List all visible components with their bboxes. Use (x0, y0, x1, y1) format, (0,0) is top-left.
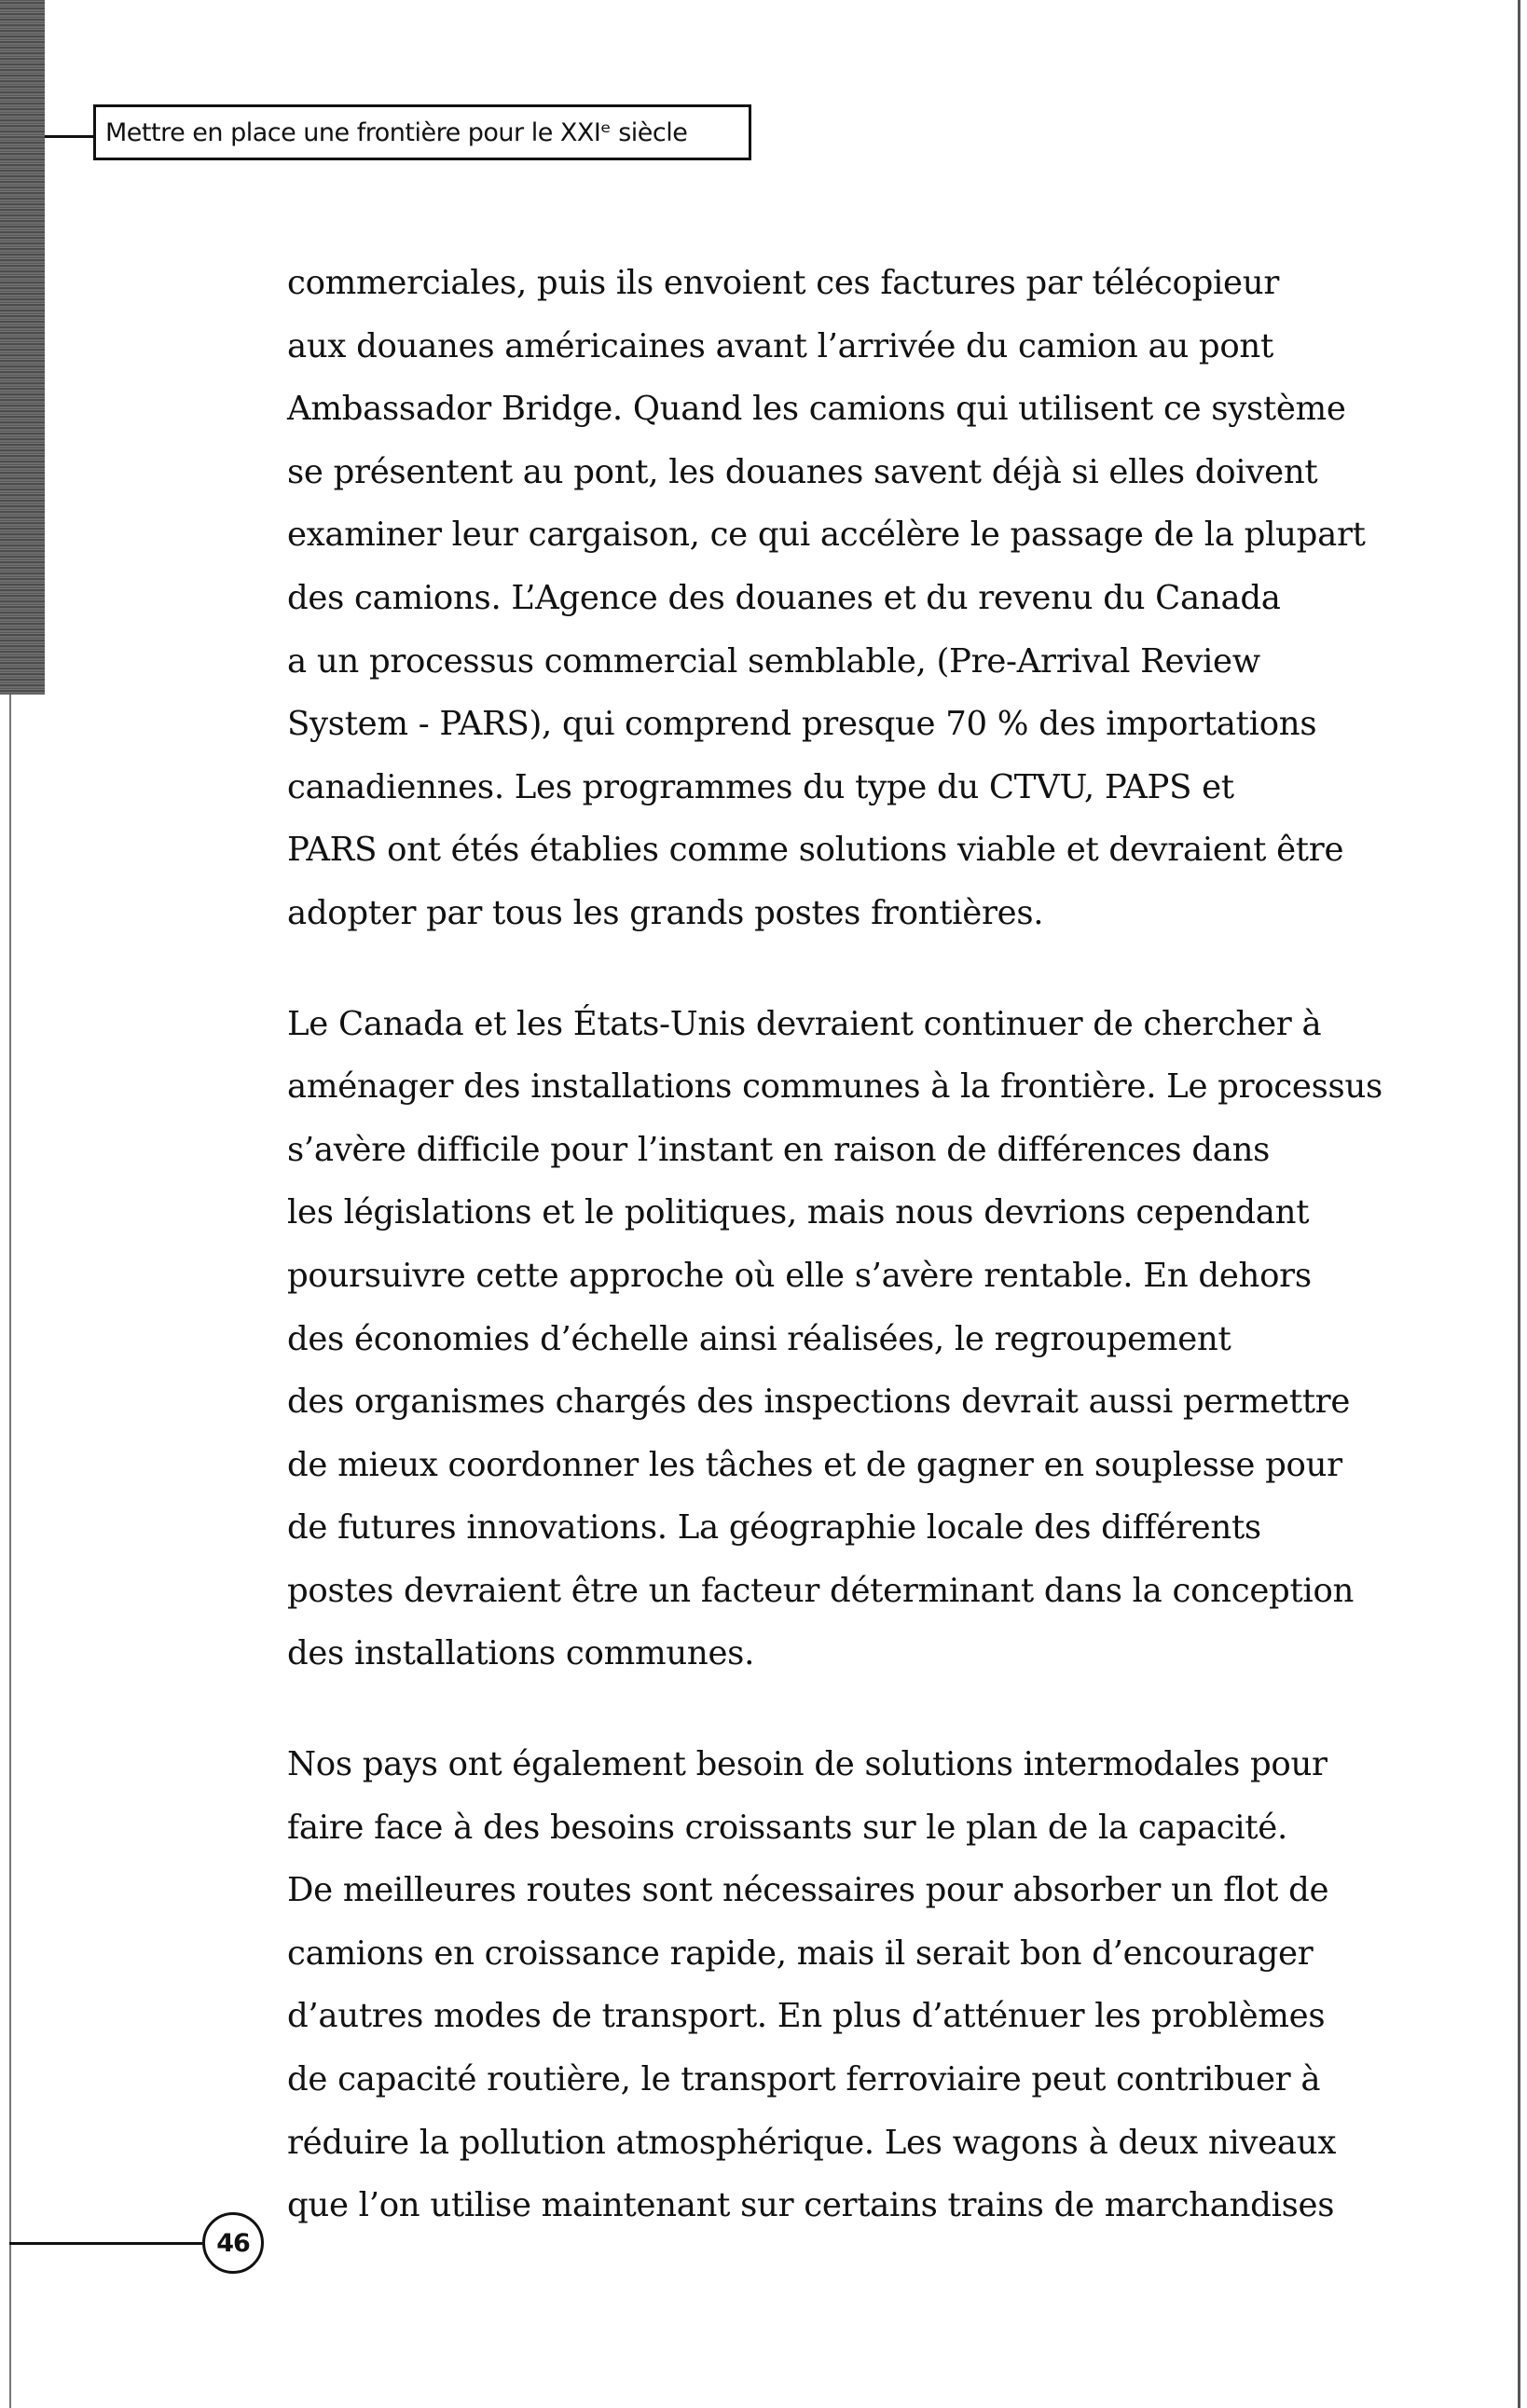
page-number: 46 (216, 2228, 250, 2258)
text-line: examiner leur cargaison, ce qui accélère le passage de la plupart (287, 516, 1366, 555)
text-line: se présentent au pont, les douanes savent déjà si elles doivent (287, 452, 1318, 491)
text-line: Le Canada et les États-Unis devraient continuer de chercher à (287, 1004, 1322, 1043)
text-line: camions en croissance rapide, mais il serait bon d’encourager (287, 1933, 1314, 1973)
text-line: d’autres modes de transport. En plus d’atténuer les problèmes (287, 1997, 1326, 2036)
text-line: des économies d’échelle ainsi réalisées, le regroupement (287, 1319, 1231, 1358)
text-line: de mieux coordonner les tâches et de gagner en souplesse pour (287, 1445, 1342, 1484)
page-number-badge (202, 2212, 264, 2274)
text-line: System - PARS), qui comprend presque 70 % des importations (287, 705, 1317, 744)
text-line: Nos pays ont également besoin de solutions intermodales pour (287, 1745, 1328, 1784)
footer-rule (9, 2242, 202, 2245)
text-line: les législations et le politiques, mais nous devrions cependant (287, 1193, 1310, 1232)
left-margin-line (9, 695, 11, 2408)
text-line: commerciales, puis ils envoient ces factures par télécopieur (287, 264, 1279, 302)
text-line: PARS ont étés établies comme solutions viable et devraient être (287, 831, 1344, 870)
running-header (93, 104, 751, 160)
text-line: postes devraient être un facteur déterminant dans la conception (287, 1571, 1355, 1610)
scan-binding-edge (0, 0, 45, 695)
text-line: des organismes chargés des inspections devrait aussi permettre (287, 1383, 1351, 1422)
text-line: adopter par tous les grands postes frontières. (287, 893, 1044, 932)
text-line: s’avère difficile pour l’instant en raison de différences dans (287, 1130, 1271, 1169)
text-line: des camions. L’Agence des douanes et du revenu du Canada (287, 578, 1281, 617)
running-header-title: Mettre en place une frontière pour le XXIᵉ siècle (105, 117, 688, 147)
text-line: faire face à des besoins croissants sur le plan de la capacité. (287, 1808, 1287, 1847)
header-rule (45, 135, 93, 138)
text-line: a un processus commercial semblable, (Pre-Arrival Review (287, 641, 1260, 681)
text-line: réduire la pollution atmosphérique. Les wagons à deux niveaux (287, 2123, 1337, 2162)
text-line: poursuivre cette approche où elle s’avère rentable. En dehors (287, 1256, 1312, 1295)
text-line: que l’on utilise maintenant sur certains trains de marchandises (287, 2186, 1335, 2225)
text-line: de capacité routière, le transport ferroviaire peut contribuer à (287, 2060, 1321, 2099)
paragraph-3 (287, 1733, 1383, 2237)
text-line: canadiennes. Les programmes du type du CTVU, PAPS et (287, 767, 1234, 806)
body-text (287, 252, 1383, 2237)
text-line: Ambassador Bridge. Quand les camions qui utilisent ce système (287, 390, 1346, 429)
text-line: aménager des installations communes à la frontière. Le processus (287, 1067, 1383, 1107)
text-line: des installations communes. (287, 1634, 755, 1673)
right-margin-line (1518, 0, 1520, 2408)
paragraph-1 (287, 252, 1383, 945)
text-line: de futures innovations. La géographie locale des différents (287, 1508, 1261, 1548)
text-line: De meilleures routes sont nécessaires pour absorber un flot de (287, 1871, 1329, 1910)
paragraph-2 (287, 993, 1383, 1686)
text-line: aux douanes américaines avant l’arrivée du camion au pont (287, 326, 1273, 365)
